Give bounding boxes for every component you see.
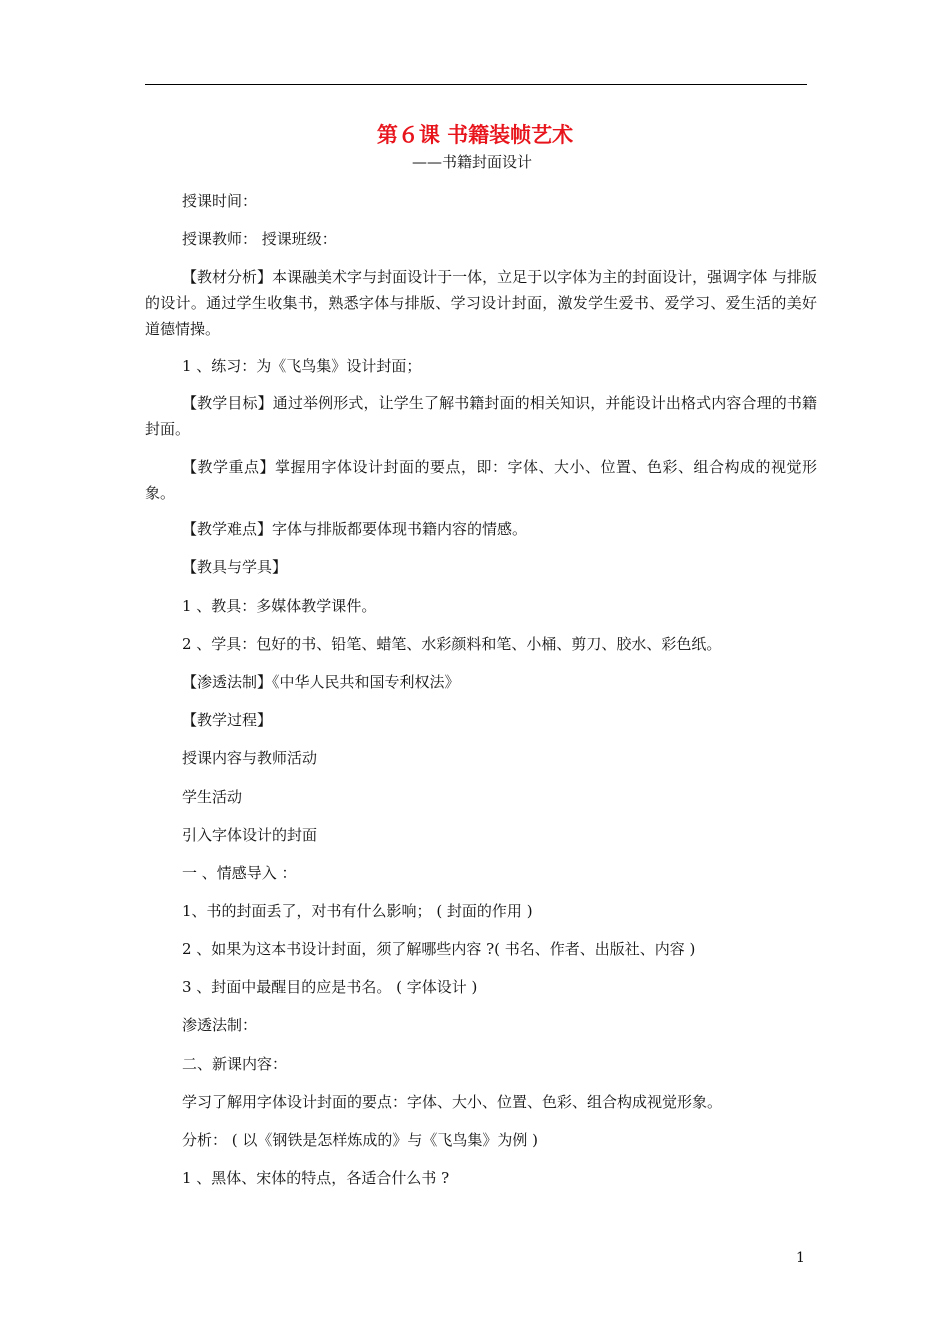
student-tools-line: 2 、学具：包好的书、铅笔、蜡笔、水彩颜料和笔、小桶、剪刀、胶水、彩色纸。 [182, 635, 722, 653]
teacher-tools-line: 1 、教具：多媒体教学课件。 [182, 597, 377, 615]
teaching-time-label: 授课时间： [182, 192, 258, 210]
teaching-key-points-paragraph: 【教学重点】掌握用字体设计封面的要点，即：字体、大小、位置、色彩、组合构成的视觉形象。 [145, 458, 817, 502]
law-line: 【渗透法制】《中华人民共和国专利权法》 [182, 673, 460, 691]
teacher-activity-line: 授课内容与教师活动 [182, 749, 318, 767]
process-heading: 【教学过程】 [182, 711, 273, 729]
page-number: 1 [796, 1250, 805, 1266]
fonts-question-line: 1 、黑体、宋体的特点，各适合什么书 ? [182, 1169, 450, 1187]
teaching-difficulty-line: 【教学难点】字体与排版都要体现书籍内容的情感。 [182, 520, 528, 538]
law-infuse-line: 渗透法制： [182, 1016, 258, 1034]
teaching-objective-paragraph: 【教学目标】通过举例形式，让学生了解书籍封面的相关知识，并能设计出格式内容合理的书籍封面。 [145, 394, 817, 438]
student-activity-line: 学生活动 [182, 788, 243, 806]
section-one-heading: 一 、情感导入 ： [182, 864, 297, 882]
question-3-line: 3 、封面中最醒目的应是书名。 ( 字体设计 ) [182, 978, 478, 996]
question-2-line: 2 、如果为这本书设计封面，须了解哪些内容 ?( 书名、作者、出版社、内容 ) [182, 940, 696, 958]
section-two-heading: 二、新课内容： [182, 1055, 288, 1073]
page-title: 第６课 书籍装帧艺术 [376, 122, 574, 147]
analysis-example-line: 分析： ( 以《钢铁是怎样炼成的》与《飞鸟集》为例 ) [182, 1131, 539, 1149]
question-1-line: 1、书的封面丢了，对书有什么影响； ( 封面的作用 ) [182, 902, 533, 920]
intro-design-line: 引入字体设计的封面 [182, 826, 318, 844]
teacher-class-label: 授课教师： 授课班级： [182, 230, 337, 248]
tools-heading: 【教具与学具】 [182, 558, 288, 576]
page-subtitle: ——书籍封面设计 [412, 153, 533, 171]
learn-line: 学习了解用字体设计封面的要点：字体、大小、位置、色彩、组合构成视觉形象。 [182, 1093, 723, 1111]
header-rule [145, 84, 807, 85]
exercise-line: 1 、练习：为《飞鸟集》设计封面； [182, 357, 422, 375]
material-analysis-paragraph: 【教材分析】本课融美术字与封面设计于一体，立足于以字体为主的封面设计，强调字体 与排版的设计。通过学生收集书，熟悉字体与排版、学习设计封面，激发学生爱书、爱学习、爱生活的美好道德情操。 [145, 268, 817, 338]
